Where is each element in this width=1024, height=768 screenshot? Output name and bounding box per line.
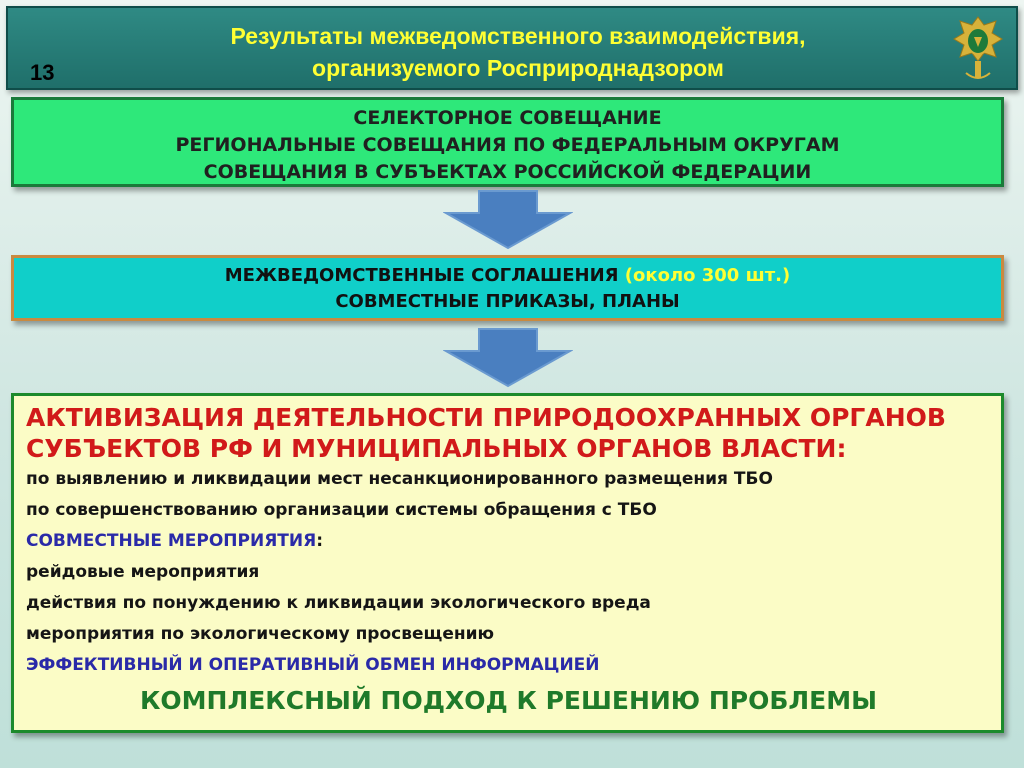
slide-number: 13: [30, 60, 55, 85]
box1-line-1: СЕЛЕКТОРНОЕ СОВЕЩАНИЕ: [353, 107, 662, 129]
box2-line-2: СОВМЕСТНЫЕ ПРИКАЗЫ, ПЛАНЫ: [335, 291, 680, 312]
results-box: [11, 393, 1004, 733]
box1-line-3: СОВЕЩАНИЯ В СУБЪЕКТАХ РОССИЙСКОЙ ФЕДЕРАЦИИ: [203, 161, 812, 183]
subheading-colon: :: [316, 531, 324, 551]
results-footer: КОМПЛЕКСНЫЙ ПОДХОД К РЕШЕНИЮ ПРОБЛЕМЫ: [139, 686, 878, 715]
down-arrow-icon: [443, 189, 573, 251]
results-item: действия по понуждению к ликвидации экологического вреда: [26, 593, 651, 613]
results-item: рейдовые мероприятия: [26, 562, 260, 582]
meetings-box: [11, 97, 1004, 187]
slide-title: [128, 20, 908, 84]
results-heading-line-1: АКТИВИЗАЦИЯ ДЕЯТЕЛЬНОСТИ ПРИРОДООХРАННЫХ ОРГАНОВ: [26, 403, 946, 432]
agreements-count: (около 300 шт.): [624, 265, 791, 286]
agreements-label: МЕЖВЕДОМСТВЕННЫЕ СОГЛАШЕНИЯ: [224, 265, 625, 286]
title-line-1: Результаты межведомственного взаимодействия,: [230, 23, 806, 49]
rosprirodnadzor-emblem-icon: [948, 11, 1008, 85]
agreements-box: [11, 255, 1004, 321]
results-item: по выявлению и ликвидации мест несанкционированного размещения ТБО: [26, 469, 773, 489]
box1-line-2: РЕГИОНАЛЬНЫЕ СОВЕЩАНИЯ ПО ФЕДЕРАЛЬНЫМ ОКРУГАМ: [175, 134, 840, 156]
results-item: по совершенствованию организации системы обращения с ТБО: [26, 500, 657, 520]
title-line-2: организуемого Росприроднадзором: [312, 55, 724, 81]
down-arrow-icon: [443, 327, 573, 389]
slide-header: [6, 6, 1018, 90]
box2-line-1: [14, 263, 1001, 289]
results-item: мероприятия по экологическому просвещению: [26, 624, 495, 644]
subheading-text: СОВМЕСТНЫЕ МЕРОПРИЯТИЯ: [26, 531, 317, 551]
joint-activities-subheading: [26, 526, 991, 557]
results-heading-line-2: СУБЪЕКТОВ РФ И МУНИЦИПАЛЬНЫХ ОРГАНОВ ВЛАСТИ:: [26, 434, 847, 463]
results-item-info-exchange: ЭФФЕКТИВНЫЙ И ОПЕРАТИВНЫЙ ОБМЕН ИНФОРМАЦИЕЙ: [26, 655, 600, 675]
